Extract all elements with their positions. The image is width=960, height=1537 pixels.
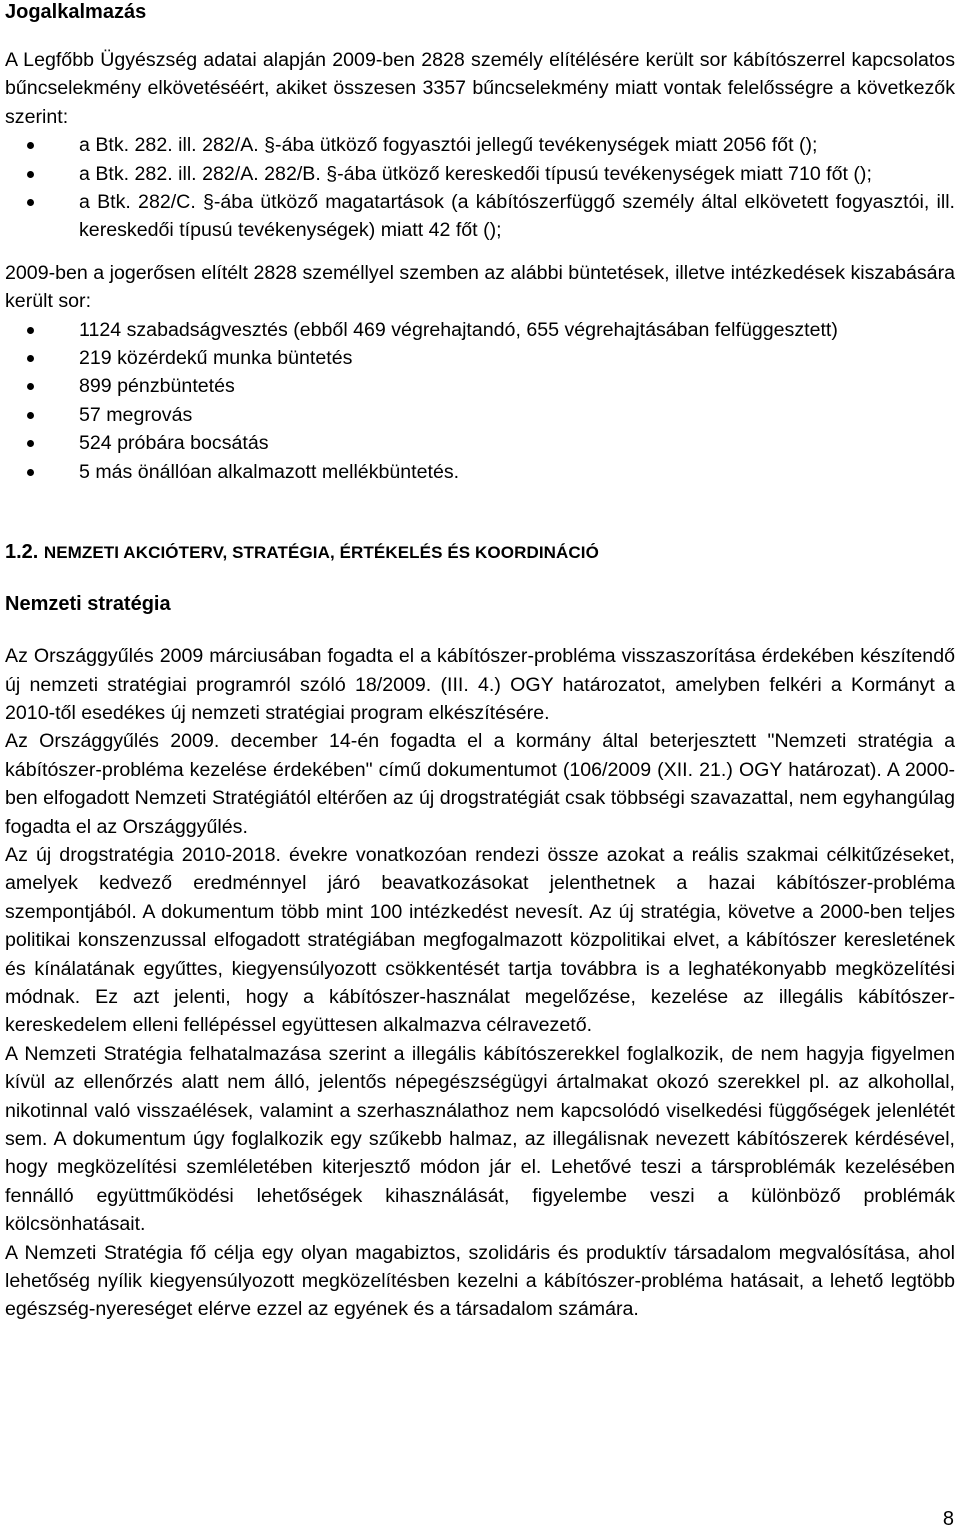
sentence-item: 219 közérdekű munka büntetés [5, 344, 955, 372]
subsection-heading: Nemzeti stratégia [5, 593, 171, 616]
heading-jogalkalmazas: Jogalkalmazás [5, 1, 147, 23]
section-heading [5, 534, 955, 570]
body-paragraph: Az új drogstratégia 2010-2018. évekre vonatkozóan rendezi össze azokat a reális szakmai célkitűzéseket, amelyek kedvező eredménnyel járó beavatkozásokat jelenthetnek a hazai kábítószer-probléma szempontjából. A dokumentum több mint 100 intézkedést nevesít. Az új stratégia, követve a 2000-ben teljes politikai konszenzussal elfogadott stratégiában megfogalmazott közpolitikai elvet, a kábítószer keresletének és kínálatának egyűttes, kiegyensúlyozott csökkentését tartja továbbra is a leghatékonyabb megközelítési módnak. Ez azt jelenti, hogy a kábítószer-használat megelőzése, kezelése az illegális kábítószer-kereskedelem elleni fellépéssel együttesen alkalmazva célravezető. [5, 843, 955, 1037]
offence-item: a Btk. 282. ill. 282/A. §-ába ütköző fogyasztói jellegű tevékenységek miatt 2056 főt (); [5, 131, 955, 159]
sentence-item: 1124 szabadságvesztés (ebből 469 végrehajtandó, 655 végrehajtásában felfüggesztett) [5, 316, 955, 344]
sentence-item: 5 más önállóan alkalmazott mellékbüntetés. [5, 458, 955, 486]
document-page [5, 0, 955, 1324]
body-text [5, 642, 955, 1324]
bullet-icon [27, 440, 34, 447]
bullet-icon [27, 469, 34, 476]
bullet-icon [27, 412, 34, 419]
bullet-icon [27, 355, 34, 362]
sentence-item: 899 pénzbüntetés [5, 372, 955, 400]
intro-block [5, 46, 955, 245]
offence-item: a Btk. 282/C. §-ába ütköző magatartások (a kábítószerfüggő személy által elkövetett fogyasztói, ill. kereskedői típusú tevékenységek) miatt 42 főt (); [5, 188, 955, 245]
body-paragraph: Az Országgyűlés 2009 márciusában fogadta el a kábítószer-probléma visszaszorítása érdekében készítendő új nemzeti stratégiai programról szóló 18/2009. (III. 4.) OGY határozatot, amelyben felkéri a Kormányt a 2010-től esedékes új nemzeti stratégiai program elkészítésére. [5, 645, 955, 724]
bullet-icon [27, 383, 34, 390]
bullet-icon [27, 171, 34, 178]
sentence-item: 57 megrovás [5, 401, 955, 429]
offence-list [5, 131, 955, 245]
sentence-list [5, 316, 955, 486]
sentence-item: 524 próbára bocsátás [5, 429, 955, 457]
sentences-intro: 2009-ben a jogerősen elítélt 2828 személlyel szemben az alábbi büntetések, illetve intézkedések kiszabására került sor: [5, 261, 955, 313]
page-number: 8 [942, 1508, 954, 1530]
bullet-icon [27, 327, 34, 334]
section-title: NEMZETI AKCIÓTERV, STRATÉGIA, ÉRTÉKELÉS ÉS KOORDINÁCIÓ [43, 543, 599, 563]
offence-item: a Btk. 282. ill. 282/A. 282/B. §-ába ütköző kereskedői típusú tevékenységek miatt 710 főt (); [5, 160, 955, 188]
body-paragraph: A Nemzeti Stratégia felhatalmazása szerint a illegális kábítószerekkel foglalkozik, de nem hagyja figyelmen kívül az ellenőrzés alatt nem álló, jelentős népegészségügyi ártalmakat okozó szerekkel pl. az alkohollal, nikotinnal való visszaélések, valamint a szerhasználathoz nem kapcsolódó viselkedési függőségek jelenlétét sem. A dokumentum úgy foglalkozik egy szűkebb halmaz, az illegálisnak nevezett kábítószerek kérdésével, hogy megközelítési szemléletében kiterjesztő módon jár el. Lehetővé teszi a társproblémák kezelésében fennálló együttműködési lehetőségek kihasználását, figyelembe veszi a különböző problémák kölcsönhatásait. [5, 1042, 955, 1236]
body-paragraph: A Nemzeti Stratégia fő célja egy olyan magabiztos, szolidáris és produktív társadalom megvalósítása, ahol lehetőség nyílik kiegyensúlyozott megközelítésben kezelni a kábítószer-probléma hatásait, a lehető legtöbb egészség-nyereséget elérve ezzel az egyének és a társadalom számára. [5, 1241, 955, 1321]
body-paragraph: Az Országgyűlés 2009. december 14-én fogadta el a kormány által beterjesztett "Nemzeti stratégia a kábítószer-probléma kezelése érdekében" című dokumentumot (106/2009 (XII. 21.) OGY határozat). A 2000-ben elfogadott Nemzeti Stratégiától eltérően az új drogstratégiát csak többségi szavazattal, nem egyhangúlag fogadta el az Országgyűlés. [5, 730, 955, 838]
sentences-block [5, 259, 955, 486]
bullet-icon [27, 199, 34, 206]
bullet-icon [27, 142, 34, 149]
section-number: 1.2. [5, 541, 39, 564]
intro-paragraph: A Legfőbb Ügyészség adatai alapján 2009-ben 2828 személy elítélésére került sor kábítószerrel kapcsolatos bűncselekmény elkövetéséért, akiket összesen 3357 bűncselekmény miatt vontak felelősségre a következők szerint: [5, 49, 955, 128]
